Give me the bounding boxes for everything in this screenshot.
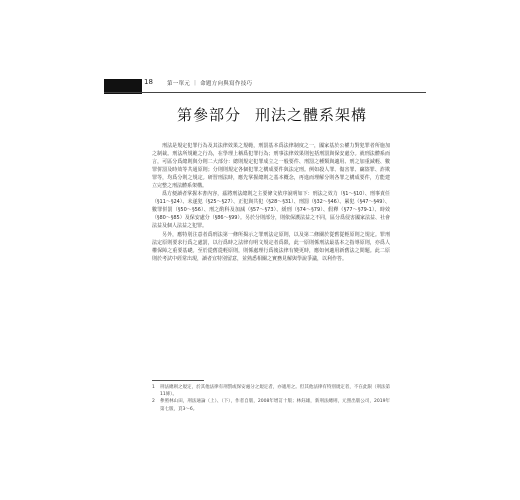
part-title	[152, 104, 392, 125]
footnote-2	[152, 398, 390, 412]
paragraph-2: 爲方便讀者掌握本書內容，茲將刑法總則之主要條文依序說明如下：刑法之效力（§1～§10）、刑事責任（§11～§24）、未遂犯（§25～§27）、正犯與共犯（§28～§31）、刑罰（§32～§46）、累犯（§47～§49）、數罪併罰（§50～§56）、刑之酌科及加減（§57～§73）、緩刑（§74～§79）、假釋（§77～§79-1）、時效（§80～§85）及保安處分（§86～§99）。另於分則部分，則依保護法益之不同，區分爲侵害國家法益、社會法益及個人法益之犯罪。	[152, 191, 390, 230]
footnote-rule	[152, 380, 204, 381]
footnotes	[152, 384, 390, 413]
paragraph-1: 刑法是規定犯罪行為及其法律效果之規範，刑罰基本爲法律制度之一，國家基於公權力對犯罪者所施加之制裁。刑法所規範之行為，在學理上稱爲犯罪行為；刑事法律效果則包括刑罰與保安處分。就刑法體系而言，可區分爲總則與分則二大部分：總則規定犯罪成立之一般要件、刑罰之種類與適用、刑之加重減輕、數罪併罰及時效等共通原則；分則則規定各個犯罪之構成要件與法定刑。例如殺人罪、傷害罪、竊盜罪、詐欺罪等，均爲分則之規定。研習刑法時，應先掌握總則之基本概念，再進而理解分則各罪之構成要件，方能建立完整之刑法體系架構。	[152, 143, 390, 190]
part-label: 第參部分	[176, 106, 241, 124]
footnote-number: 2	[152, 399, 155, 405]
footnote-text: 刑法總則之規定，於其他法律有刑罰或保安處分之規定者，亦適用之。但其他法律有特別規定者，不在此限（刑法第11條）。	[160, 385, 390, 398]
footnote-text: 參照林山田，刑法通論（上）、（下），作者自版，2008年增訂十版；林鈺雄，新刑法總則，元照出版公司，2019年第七版，頁3～6。	[160, 399, 390, 412]
header-rule	[104, 92, 426, 93]
part-heading: 刑法之體系架構	[255, 106, 368, 124]
footnote-1	[152, 384, 390, 398]
body-text	[152, 142, 390, 263]
chapter-label: 第一單元 ｜ 命題方向與寫作技巧	[167, 81, 253, 87]
page-number: 18	[144, 78, 153, 86]
footnote-number: 1	[152, 385, 155, 390]
paragraph-3: 另外，應特別注意者爲刑法第一條所揭示之罪刑法定原則，以及第二條關於從舊從輕原則之規定。罪刑法定原則要求行爲之處罰，以行爲時之法律有明文規定者爲限，此一原則係刑法最基本之指導原則，亦爲人權保障之重要基礎。至於從舊從輕原則，則係處理行爲後法律有變更時，應如何適用新舊法之問題。此二原則於考試中經常出現，讀者宜特別留意，並熟悉相關之實務見解與學說爭議，以利作答。	[152, 231, 390, 262]
